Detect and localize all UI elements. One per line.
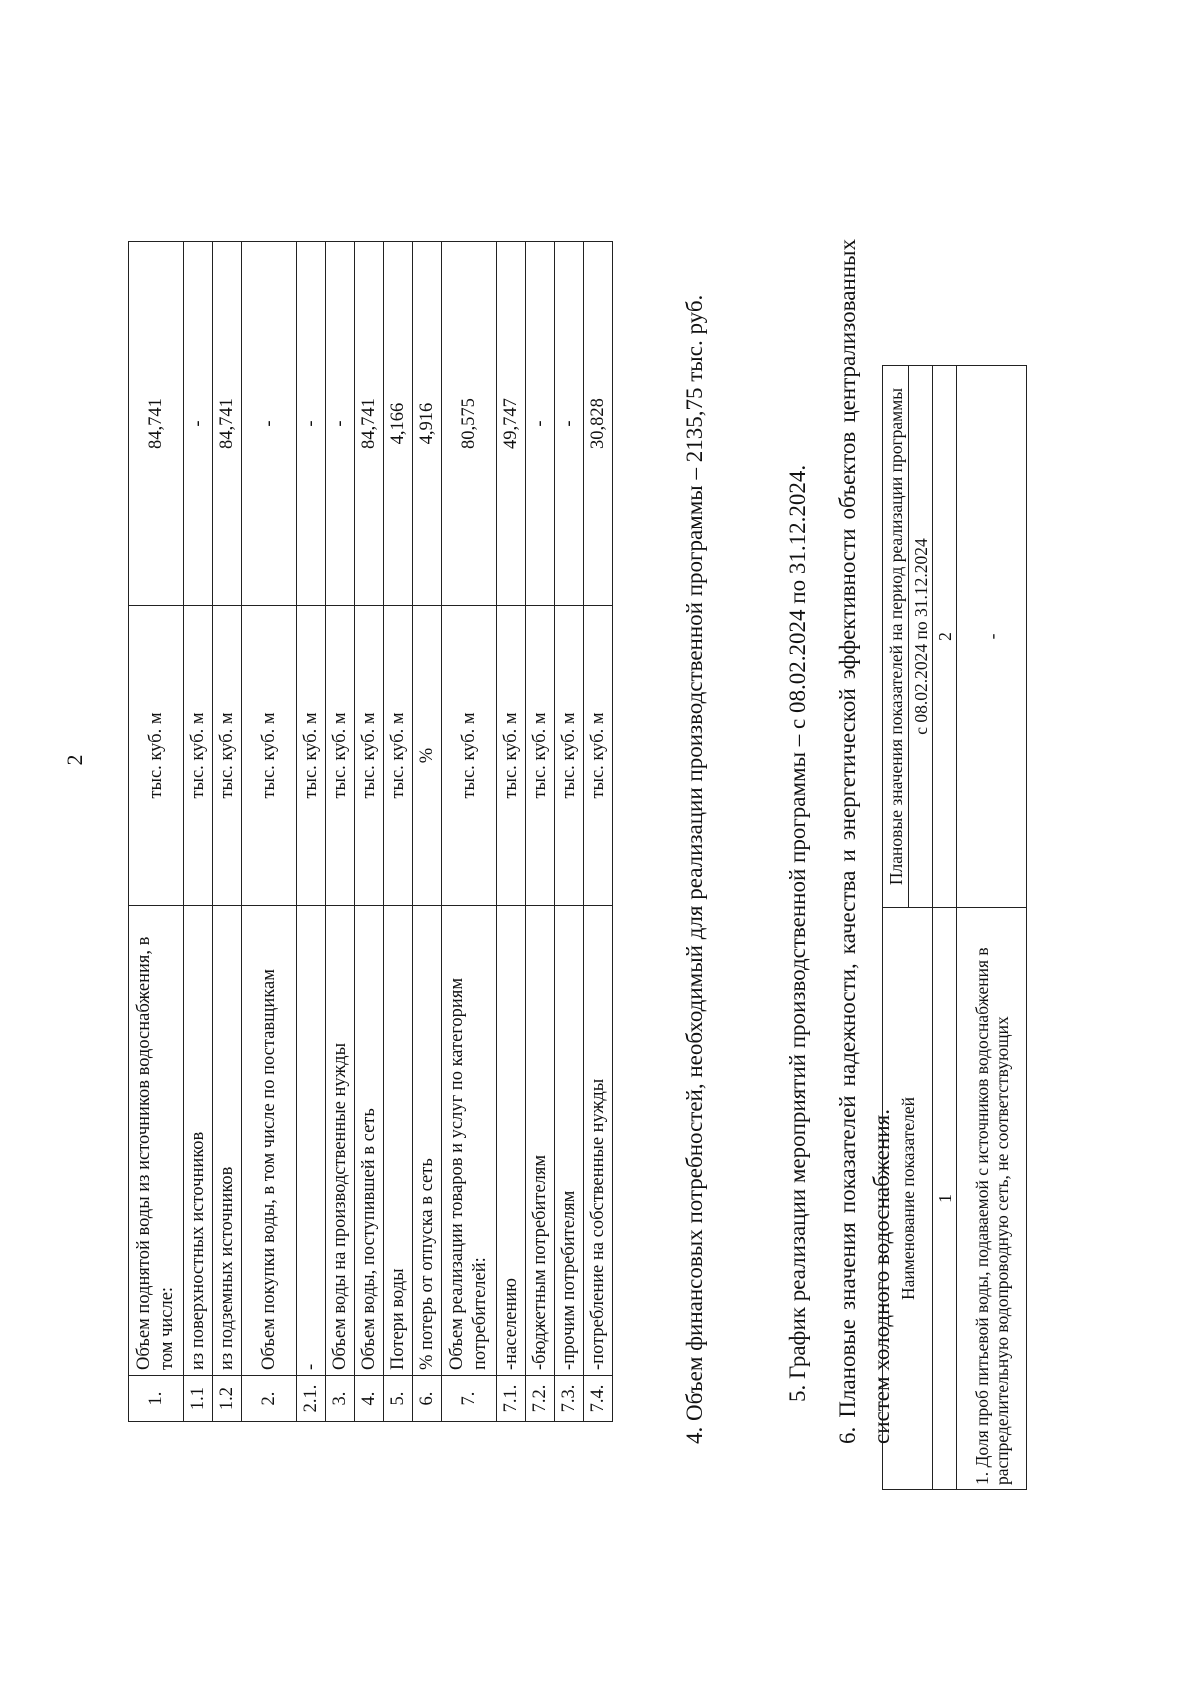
row-value: 80,575 [442, 242, 497, 606]
row-value: - [242, 242, 297, 606]
row-name: из поверхностных источников [184, 906, 213, 1376]
row-unit: тыс. куб. м [213, 606, 242, 906]
row-value: - [555, 242, 584, 606]
row-name: Потери воды [384, 906, 413, 1376]
column-number-2: 2 [933, 366, 957, 908]
row-unit: тыс. куб. м [297, 606, 326, 906]
row-name: Объем воды на производственные нужды [326, 906, 355, 1376]
row-number: 7.2. [526, 1376, 555, 1422]
table-row [297, 242, 326, 1422]
table-row [129, 242, 184, 1422]
row-unit: тыс. куб. м [355, 606, 384, 906]
row-number: 2.1. [297, 1376, 326, 1422]
row-name: из подземных источников [213, 906, 242, 1376]
table-column-numbers-row [933, 366, 957, 1490]
paragraph-schedule: 5. График реализации мероприятий производственной программы – с 08.02.2024 по 31.12.2024. [785, 464, 810, 1402]
water-balance-table [128, 241, 613, 1422]
row-unit: тыс. куб. м [184, 606, 213, 906]
table-row [584, 242, 613, 1422]
row-value: 4,916 [413, 242, 442, 606]
table-row [413, 242, 442, 1422]
row-value: - [526, 242, 555, 606]
table-row [242, 242, 297, 1422]
row-number: 7.1. [497, 1376, 526, 1422]
indicator-value: - [957, 366, 1027, 908]
header-period: с 08.02.2024 по 31.12.2024 [909, 366, 933, 908]
table-row [497, 242, 526, 1422]
table-row [326, 242, 355, 1422]
paragraph-planned-indicators: 6. Плановые значения показателей надежности, качества и энергетической эффективности объектов централизованных систем холодного водоснабжения. [835, 239, 894, 1444]
row-name: Объем поднятой воды из источников водоснабжения, в том числе: [129, 906, 184, 1376]
header-indicator-name: Наименование показателей [883, 908, 933, 1490]
row-value: 4,166 [384, 242, 413, 606]
row-number: 1. [129, 1376, 184, 1422]
row-name: -населению [497, 906, 526, 1376]
row-name: - [297, 906, 326, 1376]
row-value: - [297, 242, 326, 606]
row-name: -прочим потребителям [555, 906, 584, 1376]
row-number: 7.4. [584, 1376, 613, 1422]
row-number: 6. [413, 1376, 442, 1422]
row-unit: % [413, 606, 442, 906]
indicators-table [882, 365, 1027, 1490]
indicator-name: 1. Доля проб питьевой воды, подаваемой с источников водоснабжения в распределительную водопроводную сеть, не соответствующих [957, 908, 1027, 1490]
table-header-row [883, 366, 909, 1490]
row-value: 84,741 [129, 242, 184, 606]
row-name: -потребление на собственные нужды [584, 906, 613, 1376]
row-number: 1.1 [184, 1376, 213, 1422]
row-value: - [326, 242, 355, 606]
row-value: 49,747 [497, 242, 526, 606]
paragraph-financial-needs: 4. Объем финансовых потребностей, необходимый для реализации производственной программы – 2135,75 тыс. руб. [682, 294, 707, 1444]
row-unit: тыс. куб. м [584, 606, 613, 906]
row-value: - [184, 242, 213, 606]
row-unit: тыс. куб. м [242, 606, 297, 906]
table-row [355, 242, 384, 1422]
row-name: % потерь от отпуска в сеть [413, 906, 442, 1376]
row-value: 84,741 [355, 242, 384, 606]
table-row [555, 242, 584, 1422]
row-value: 84,741 [213, 242, 242, 606]
row-unit: тыс. куб. м [442, 606, 497, 906]
table-row [957, 366, 1027, 1490]
row-name: Объем покупки воды, в том числе по поставщикам [242, 906, 297, 1376]
row-unit: тыс. куб. м [384, 606, 413, 906]
table-row [384, 242, 413, 1422]
row-name: Объем реализации товаров и услуг по категориям потребителей: [442, 906, 497, 1376]
row-unit: тыс. куб. м [497, 606, 526, 906]
row-unit: тыс. куб. м [526, 606, 555, 906]
row-number: 7.3. [555, 1376, 584, 1422]
row-number: 4. [355, 1376, 384, 1422]
row-unit: тыс. куб. м [326, 606, 355, 906]
header-planned-values: Плановые значения показателей на период реализации программы [883, 366, 909, 908]
row-number: 1.2 [213, 1376, 242, 1422]
table-row [213, 242, 242, 1422]
row-number: 2. [242, 1376, 297, 1422]
row-value: 30,828 [584, 242, 613, 606]
row-unit: тыс. куб. м [555, 606, 584, 906]
table-row [442, 242, 497, 1422]
row-number: 7. [442, 1376, 497, 1422]
column-number-1: 1 [933, 908, 957, 1490]
row-number: 3. [326, 1376, 355, 1422]
row-unit: тыс. куб. м [129, 606, 184, 906]
row-name: Объем воды, поступившей в сеть [355, 906, 384, 1376]
row-number: 5. [384, 1376, 413, 1422]
page-number: 2 [62, 754, 87, 766]
row-name: -бюджетным потребителям [526, 906, 555, 1376]
table-row [184, 242, 213, 1422]
table-row [526, 242, 555, 1422]
